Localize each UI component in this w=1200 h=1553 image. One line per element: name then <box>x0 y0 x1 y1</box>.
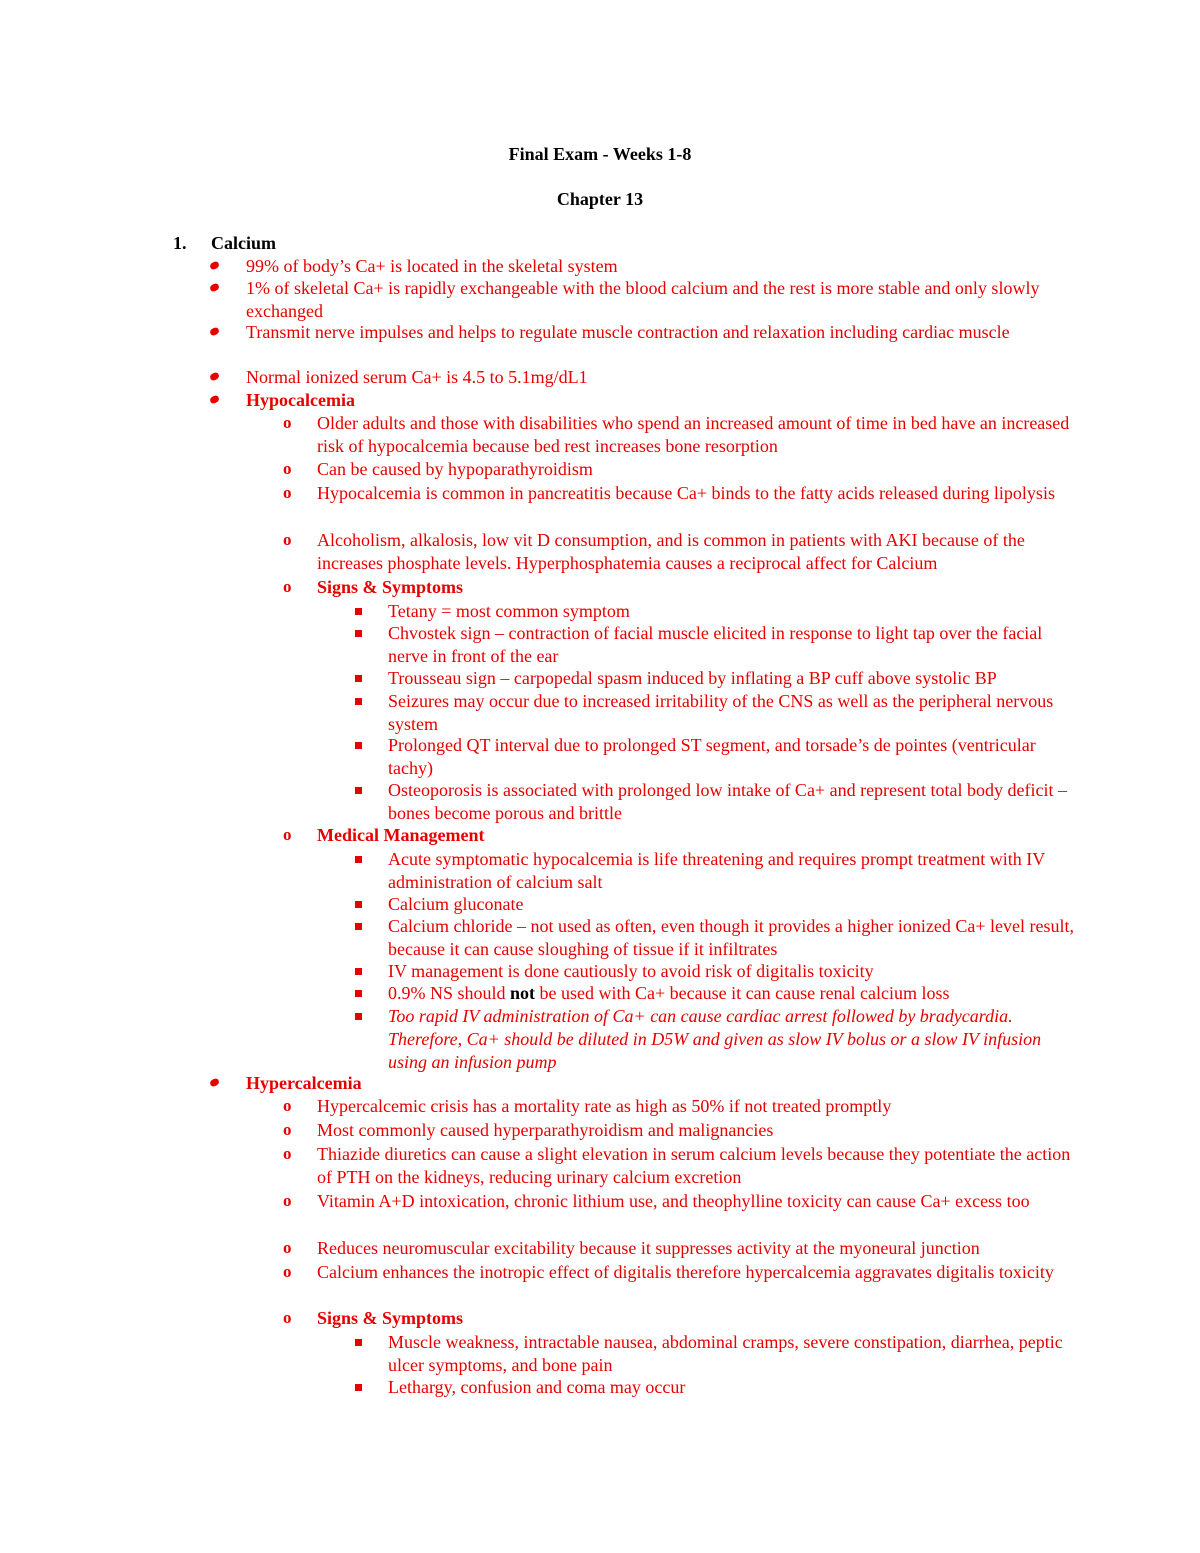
list-item: 99% of body’s Ca+ is located in the skeletal system <box>246 255 1076 278</box>
section-number: 1. <box>173 233 187 253</box>
list-item: Calcium chloride – not used as often, even though it provides a higher ionized Ca+ level result, because it can cause sloughing of tissue if it infiltrates <box>388 915 1078 961</box>
circle-bullet-icon: o <box>283 413 292 432</box>
red-bullet-icon <box>209 327 220 337</box>
list-item: Calcium gluconate <box>388 893 1078 916</box>
list-item: Tetany = most common symptom <box>388 600 1078 623</box>
circle-bullet-icon: o <box>283 1120 292 1139</box>
red-bullet-icon <box>209 1078 220 1088</box>
red-bullet-icon <box>209 395 220 405</box>
document-title: Final Exam - Weeks 1-8 <box>508 144 692 164</box>
list-item: Prolonged QT interval due to prolonged ST segment, and torsade’s de pointes (ventricular tachy) <box>388 734 1078 780</box>
list-item: Too rapid IV administration of Ca+ can cause cardiac arrest followed by bradycardia. Therefore, Ca+ should be diluted in D5W and given as slow IV bolus or a slow IV infusion using an infusion pump <box>388 1005 1078 1073</box>
list-item: Acute symptomatic hypocalcemia is life threatening and requires prompt treatment with IV administration of calcium salt <box>388 848 1078 894</box>
section-heading <box>173 232 276 254</box>
chapter-heading: Chapter 13 <box>556 189 644 209</box>
circle-bullet-icon: o <box>283 459 292 478</box>
list-item: 0.9% NS should not be used with Ca+ because it can cause renal calcium loss <box>388 982 1078 1005</box>
list-item: 1% of skeletal Ca+ is rapidly exchangeable with the blood calcium and the rest is more stable and only slowly exchanged <box>246 277 1076 323</box>
list-item: o Thiazide diuretics can cause a slight elevation in serum calcium levels because they potentiate the action of PTH on the kidneys, reducing urinary calcium excretion <box>283 1144 1071 1187</box>
square-bullet-icon <box>355 787 362 794</box>
square-bullet-icon <box>355 698 362 705</box>
circle-bullet-icon: o <box>283 1308 292 1327</box>
circle-bullet-icon: o <box>283 1191 292 1210</box>
list-item: Muscle weakness, intractable nausea, abdominal cramps, severe constipation, diarrhea, peptic ulcer symptoms, and bone pain <box>388 1331 1078 1377</box>
medical-management-heading: o Medical Management <box>283 825 485 845</box>
list-item: o Hypocalcemia is common in pancreatitis because Ca+ binds to the fatty acids released during lipolysis <box>283 483 1055 503</box>
square-bullet-icon <box>355 1384 362 1391</box>
circle-bullet-icon: o <box>283 1096 292 1115</box>
square-bullet-icon <box>355 742 362 749</box>
list-item: o Reduces neuromuscular excitability because it suppresses activity at the myoneural junction <box>283 1238 980 1258</box>
square-bullet-icon <box>355 675 362 682</box>
red-bullet-icon <box>209 261 220 271</box>
hypercalcemia-heading: Hypercalcemia <box>246 1072 1076 1095</box>
circle-bullet-icon: o <box>283 1262 292 1281</box>
hypocalcemia-heading: Hypocalcemia <box>246 389 1076 412</box>
emphasis-not: not <box>510 983 536 1003</box>
list-item: o Hypercalcemic crisis has a mortality rate as high as 50% if not treated promptly <box>283 1096 892 1116</box>
square-bullet-icon <box>355 923 362 930</box>
list-item: o Vitamin A+D intoxication, chronic lithium use, and theophylline toxicity can cause Ca+ excess too <box>283 1191 1030 1211</box>
list-item: Transmit nerve impulses and helps to regulate muscle contraction and relaxation including cardiac muscle <box>246 321 1076 344</box>
circle-bullet-icon: o <box>283 1238 292 1257</box>
square-bullet-icon <box>355 630 362 637</box>
square-bullet-icon <box>355 968 362 975</box>
list-item: Lethargy, confusion and coma may occur <box>388 1376 1078 1399</box>
list-item: o Can be caused by hypoparathyroidism <box>283 459 593 479</box>
list-item: Normal ionized serum Ca+ is 4.5 to 5.1mg/dL1 <box>246 366 1076 389</box>
circle-bullet-icon: o <box>283 1144 292 1163</box>
list-item: Trousseau sign – carpopedal spasm induced by inflating a BP cuff above systolic BP <box>388 667 1078 690</box>
list-item: Osteoporosis is associated with prolonged low intake of Ca+ and represent total body deficit – bones become porous and brittle <box>388 779 1078 825</box>
section-title: Calcium <box>211 233 276 253</box>
list-item: IV management is done cautiously to avoid risk of digitalis toxicity <box>388 960 1078 983</box>
list-item: Chvostek sign – contraction of facial muscle elicited in response to light tap over the facial nerve in front of the ear <box>388 622 1078 668</box>
list-item: o Older adults and those with disabilities who spend an increased amount of time in bed have an increased risk of hypocalcemia because bed rest increases bone resorption <box>283 413 1070 456</box>
red-bullet-icon <box>209 372 220 382</box>
hypercalcemia-signs-heading: o Signs & Symptoms <box>283 1308 464 1328</box>
circle-bullet-icon: o <box>283 530 292 549</box>
list-item: o Alcoholism, alkalosis, low vit D consumption, and is common in patients with AKI because of the increases phosphate levels. Hyperphosphatemia causes a reciprocal affect for Calcium <box>283 530 1025 573</box>
red-bullet-icon <box>209 283 220 293</box>
square-bullet-icon <box>355 901 362 908</box>
square-bullet-icon <box>355 856 362 863</box>
circle-bullet-icon: o <box>283 483 292 502</box>
list-item: o Most commonly caused hyperparathyroidism and malignancies <box>283 1120 774 1140</box>
list-item: o Calcium enhances the inotropic effect of digitalis therefore hypercalcemia aggravates digitalis toxicity <box>283 1262 1054 1282</box>
circle-bullet-icon: o <box>283 825 292 844</box>
hypocalcemia-signs-heading: o Signs & Symptoms <box>283 577 464 597</box>
circle-bullet-icon: o <box>283 577 292 596</box>
square-bullet-icon <box>355 1013 362 1020</box>
square-bullet-icon <box>355 990 362 997</box>
square-bullet-icon <box>355 1339 362 1346</box>
list-item: Seizures may occur due to increased irritability of the CNS as well as the peripheral nervous system <box>388 690 1078 736</box>
square-bullet-icon <box>355 608 362 615</box>
